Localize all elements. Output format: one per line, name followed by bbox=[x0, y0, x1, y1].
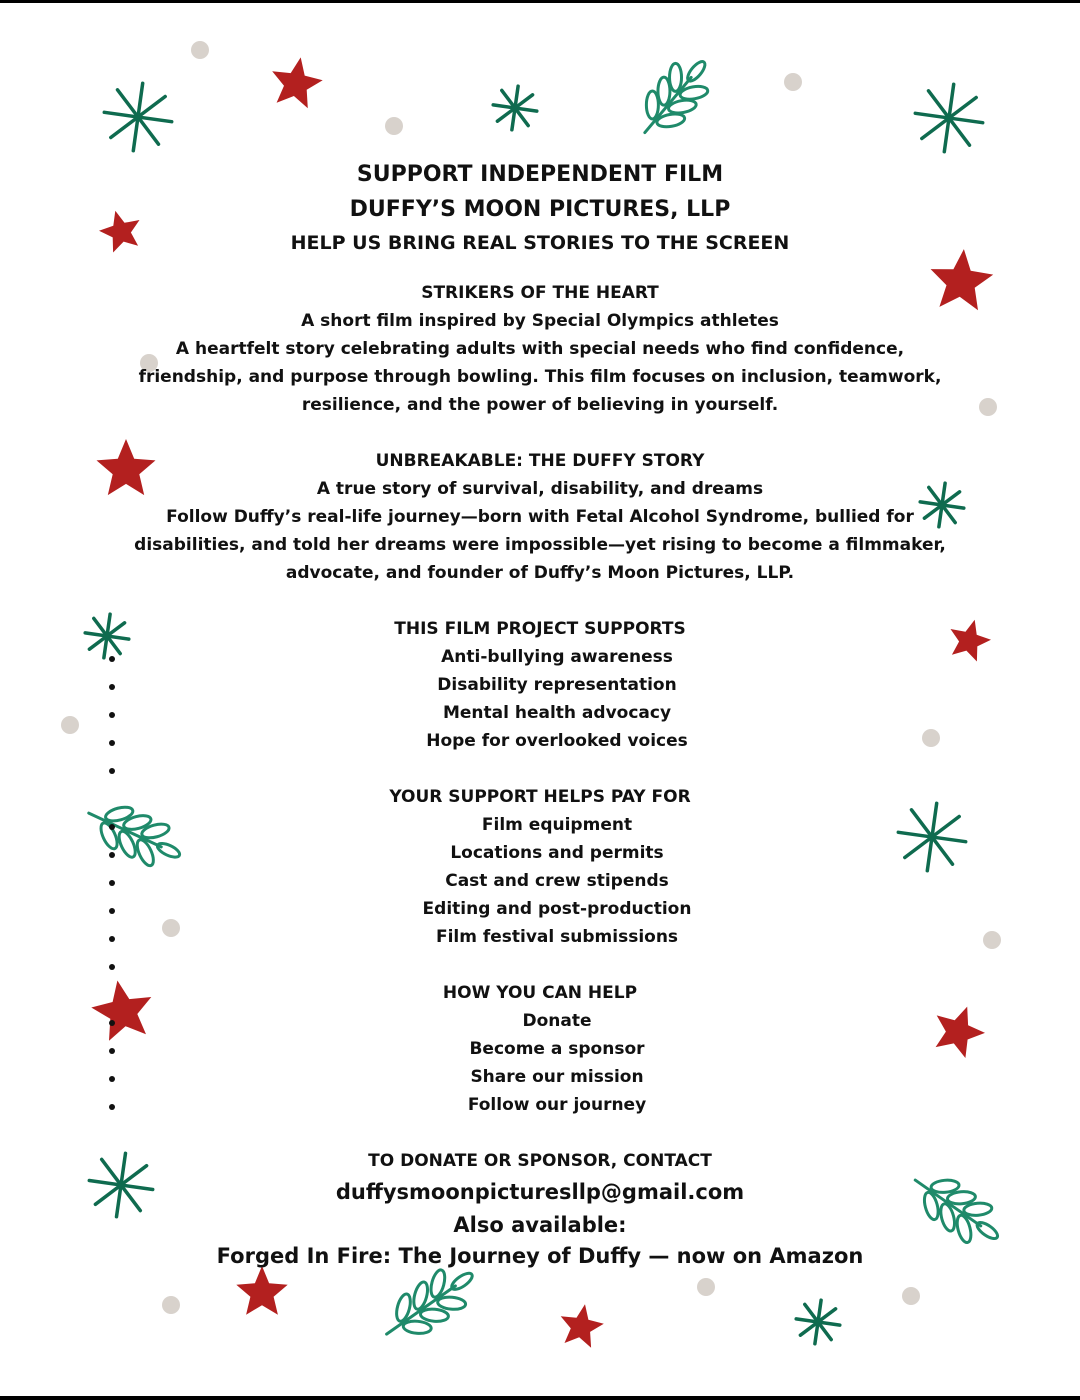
beige-dot-icon bbox=[191, 41, 209, 59]
bullet-dot bbox=[109, 824, 115, 830]
film2-desc-line: advocate, and founder of Duffy’s Moon Pictures, LLP. bbox=[285, 563, 795, 583]
pays-for-heading: YOUR SUPPORT HELPS PAY FOR bbox=[389, 787, 691, 807]
help-item: Become a sponsor bbox=[469, 1039, 645, 1059]
green-sparkle-icon bbox=[796, 1300, 840, 1344]
leaf-sprig-icon bbox=[625, 46, 723, 149]
company-name: DUFFY’S MOON PICTURES, LLP bbox=[349, 197, 731, 222]
supports-item: Disability representation bbox=[437, 675, 677, 695]
pays-for-item: Film equipment bbox=[481, 815, 633, 835]
contact-heading: TO DONATE OR SPONSOR, CONTACT bbox=[368, 1151, 712, 1171]
pays-for-item: Locations and permits bbox=[450, 843, 664, 863]
film2-desc-line: Follow Duffy’s real-life journey—born with Fetal Alcohol Syndrome, bullied for bbox=[166, 507, 914, 527]
film1-desc-line: resilience, and the power of believing in yourself. bbox=[301, 395, 779, 415]
bullet-dot bbox=[109, 684, 115, 690]
supports-item: Mental health advocacy bbox=[442, 703, 672, 723]
beige-dot-icon bbox=[697, 1278, 715, 1296]
bullet-dot bbox=[109, 656, 115, 662]
bullet-dot bbox=[109, 880, 115, 886]
red-star-icon bbox=[236, 1266, 287, 1315]
help-item: Donate bbox=[522, 1011, 592, 1031]
supports-heading: THIS FILM PROJECT SUPPORTS bbox=[394, 619, 686, 639]
pays-for-item: Editing and post-production bbox=[422, 899, 692, 919]
beige-dot-icon bbox=[784, 73, 802, 91]
beige-dot-icon bbox=[385, 117, 403, 135]
green-sparkle-icon bbox=[915, 84, 982, 151]
film2-title: UNBREAKABLE: THE DUFFY STORY bbox=[375, 451, 705, 471]
bullet-dot bbox=[109, 852, 115, 858]
film2-subtitle: A true story of survival, disability, and dreams bbox=[316, 479, 764, 499]
contact-email: duffysmoonpicturesllp@gmail.com bbox=[335, 1180, 745, 1204]
leaf-sprig-icon bbox=[372, 1253, 487, 1355]
bullet-dot bbox=[109, 740, 115, 746]
beige-dot-icon bbox=[162, 1296, 180, 1314]
red-star-icon bbox=[272, 57, 323, 108]
film1-subtitle: A short film inspired by Special Olympics athletes bbox=[301, 311, 779, 331]
bullet-dot bbox=[109, 936, 115, 942]
bullet-dot bbox=[109, 1048, 115, 1054]
green-sparkle-icon bbox=[493, 86, 537, 130]
bullet-dot bbox=[109, 1104, 115, 1110]
help-item: Follow our journey bbox=[467, 1095, 647, 1115]
pays-for-item: Cast and crew stipends bbox=[445, 871, 669, 891]
bullet-dot bbox=[109, 964, 115, 970]
film1-title: STRIKERS OF THE HEART bbox=[421, 283, 659, 303]
film2-desc-line: disabilities, and told her dreams were impossible—yet rising to become a filmmaker, bbox=[134, 535, 946, 555]
pays-for-item: Film festival submissions bbox=[435, 927, 679, 947]
bottom-border bbox=[0, 1396, 1080, 1400]
bullet-dot bbox=[109, 1076, 115, 1082]
beige-dot-icon bbox=[902, 1287, 920, 1305]
supports-item: Hope for overlooked voices bbox=[426, 731, 688, 751]
header-line-1: SUPPORT INDEPENDENT FILM bbox=[356, 162, 724, 187]
bullet-dot bbox=[109, 712, 115, 718]
bullet-dot bbox=[109, 1020, 115, 1026]
also-available: Also available: bbox=[453, 1213, 627, 1237]
tagline: HELP US BRING REAL STORIES TO THE SCREEN bbox=[290, 232, 790, 254]
film1-desc-line: friendship, and purpose through bowling. This film focuses on inclusion, teamwork, bbox=[138, 367, 942, 387]
help-heading: HOW YOU CAN HELP bbox=[442, 983, 638, 1003]
bullet-dot bbox=[109, 768, 115, 774]
green-sparkle-icon bbox=[104, 83, 171, 150]
bullet-dot bbox=[109, 908, 115, 914]
supports-item: Anti-bullying awareness bbox=[441, 647, 673, 667]
film1-desc-line: A heartfelt story celebrating adults with special needs who find confidence, bbox=[175, 339, 905, 359]
help-item: Share our mission bbox=[470, 1067, 644, 1087]
red-star-icon bbox=[561, 1304, 604, 1347]
amazon-note: Forged In Fire: The Journey of Duffy — now on Amazon bbox=[216, 1244, 864, 1268]
